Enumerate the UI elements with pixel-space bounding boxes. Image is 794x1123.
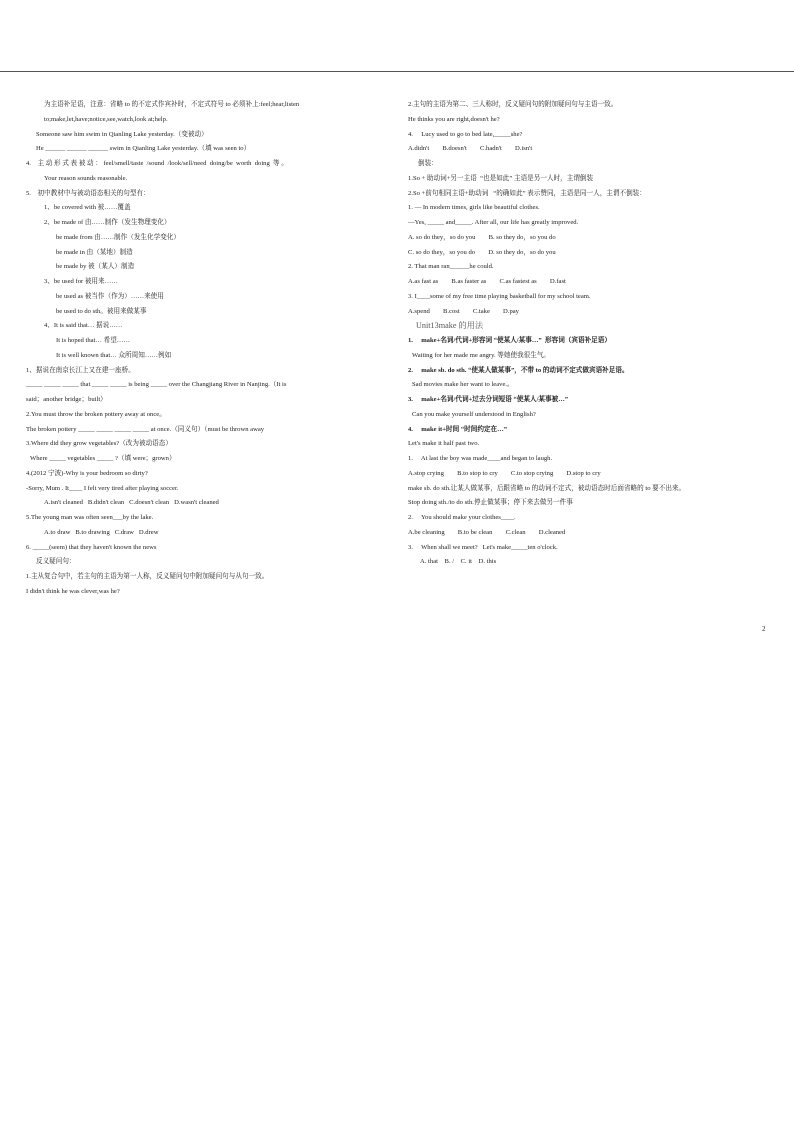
text-line: A.didn't B.doesn't C.hadn't D.isn't	[408, 145, 533, 153]
text-line: A.as fast as B.as faster as C.as fastest as D.fast	[408, 278, 566, 285]
text-line: 4. Lucy used to go to bed late,_____she?	[408, 130, 523, 138]
text-line: Can you make yourself understood in English?	[412, 410, 536, 418]
text-line: The broken pottery _____ _____ _____ _____ at once.（同义句）（must be thrown away	[26, 425, 265, 433]
text-line: -Sorry, Mum . It____ I felt very tired after playing soccer.	[26, 484, 179, 492]
text-line: Your reason sounds reasonable.	[44, 174, 128, 182]
left-column	[26, 98, 396, 600]
text-line: to;make,let,have;notice,see,watch,look at;help.	[44, 115, 168, 123]
text-line: be used as 被当作（作为）……来使用	[56, 292, 164, 300]
text-line: Someone saw him swim in Qianling Lake yesterday.（变被动）	[36, 130, 208, 138]
text-line: 4. 主 动 形 式 表 被 动 ： feel/smell/taste /sound /look/sell/need doing/be worth doing 等 。	[26, 160, 288, 167]
text-line: 2. That man ran______he could.	[408, 263, 494, 271]
text-line: 1、据说在南京长江上又在建一座桥。	[26, 366, 135, 374]
text-line: A.stop crying B.to stop to cry C.to stop crying D.stop to cry	[408, 469, 601, 477]
text-line: A.spend B.cost C.take D.pay	[408, 307, 519, 315]
text-line: be used to do sth。被用来做某事	[56, 307, 147, 315]
text-line: 2.So +前句相同主语+助动词 “的确如此” 表示赞同，主语是同一人，主谓不倒装：	[408, 189, 646, 197]
text-line: 1. At last the boy was made____and began to laugh.	[408, 455, 553, 462]
text-line: 倒装：	[418, 160, 438, 167]
section-title: Unit13make 的用法	[416, 321, 484, 331]
text-line: 5. 初中教材中与被动语态相关的句型有：	[26, 189, 150, 197]
text-line: 3、be used for 被用来……	[44, 278, 118, 285]
text-line: C. so do they，so you do D. so they do，so do you	[408, 248, 556, 256]
text-line: Waiting for her made me angry. 等她使我很生气。	[412, 351, 551, 359]
text-line: A. so do they，so do you B. so they do，so you do	[408, 233, 556, 241]
text-line: be made in 由（某地）制造	[56, 248, 133, 256]
text-line: 为主语补足语，注意：省略 to 的不定式作宾补时，不定式符号 to 必须补上:feel;hear,listen	[44, 101, 300, 108]
text-line: said；another bridge；built）	[26, 396, 107, 403]
text-line: 反义疑问句：	[36, 558, 76, 566]
text-line: make sb. do sth.让某人做某事，后跟省略 to 的动词不定式，被动语态时后面省略的 to 要不出来。	[408, 484, 686, 492]
text-line: 2、be made of 由……制作（发生物理变化）	[44, 219, 171, 226]
text-line: Stop doing sth./to do sth.停止做某事；停下来去做另一件事	[408, 499, 573, 507]
text-line: 2.You must throw the broken pottery away at once。	[26, 410, 166, 418]
text-line: Where _____ vegetables _____ ?（填 were；grown）	[30, 455, 176, 462]
text-line: 1. make+名词/代词+形容词 “使某人/某事…” 形容词（宾语补足语）	[408, 337, 611, 344]
text-line: 3. I____some of my free time playing basketball for my school team.	[408, 292, 591, 300]
text-line: 5.The young man was often seen___by the lake.	[26, 514, 154, 521]
page-number: 2	[762, 625, 766, 633]
text-line: be made from 由……制作（发生化学变化）	[56, 233, 180, 241]
text-line: It is hoped that… 希望……	[56, 337, 130, 344]
text-line: 1. — In modern times, girls like beautiful clothes.	[408, 204, 540, 212]
text-line: 1.So + 助动词+另一主语 “也是如此” 主语是另一人时，主谓倒装	[408, 174, 594, 182]
text-line: 4、It is said that… 据说……	[44, 322, 123, 330]
text-line: be made by 被（某人）制造	[56, 263, 135, 271]
text-line: I didn't think he was clever,was he?	[26, 587, 120, 595]
text-line: 4. make it+时间 “时间约定在…”	[408, 425, 507, 433]
right-column	[408, 98, 774, 570]
text-line: 3. When shall we meet? Let's make_____ten o'clock.	[408, 543, 558, 551]
text-line: A. that B. / C. it D. this	[420, 558, 497, 566]
text-line: 6. _____(seem) that they haven't known the news	[26, 543, 157, 551]
text-line: 2.主句的主语为第二、三人称时，反义疑问句的附加疑问句与主语一致。	[408, 101, 618, 108]
text-line: 3.Where did they grow vegetables?（改为被动语态）	[26, 440, 172, 448]
text-line: Let's make it half past two.	[408, 440, 480, 448]
text-line: Sad movies make her want to leave.。	[412, 381, 514, 389]
text-line: _____ _____ _____ that _____ _____ is being _____ over the Changjiang River in Nanjing.（It is	[26, 381, 287, 389]
text-line: 1、be covered with 被……覆盖	[44, 204, 131, 212]
text-line: 2. You should make your clothes____.	[408, 514, 516, 521]
text-line: —Yes, _____ and_____. After all, our life has greatly improved.	[408, 219, 579, 226]
text-line: He thinks you are right,doesn't he?	[408, 115, 500, 123]
text-line: 3. make+名词/代词+过去分词短语 “使某人/某事被…”	[408, 396, 569, 403]
text-line: A.to draw B.to drawing C.draw D.drew	[44, 528, 159, 536]
text-line: 2. make sb. do sth. “使某人做某事”，不带 to 的动词不定式做宾语补足语。	[408, 366, 629, 374]
text-line: A.be cleaning B.to be clean C.clean D.cleaned	[408, 528, 566, 536]
text-line: He ______ ______ ______ swim in Qianling Lake yesterday.（填 was seen to）	[36, 145, 251, 153]
text-line: 4.(2012 宁波)-Why is your bedroom so dirty?	[26, 469, 148, 477]
text-line: 1.主从复合句中，若主句的主语为第一人称，反义疑问句中附加疑问句与从句一致。	[26, 573, 269, 580]
text-line: It is well known that… 众所周知……例如	[56, 351, 172, 359]
header-rule	[0, 71, 794, 72]
text-line: A.isn't cleaned B.didn't clean C.doesn't clean D.wasn't cleaned	[44, 499, 219, 507]
